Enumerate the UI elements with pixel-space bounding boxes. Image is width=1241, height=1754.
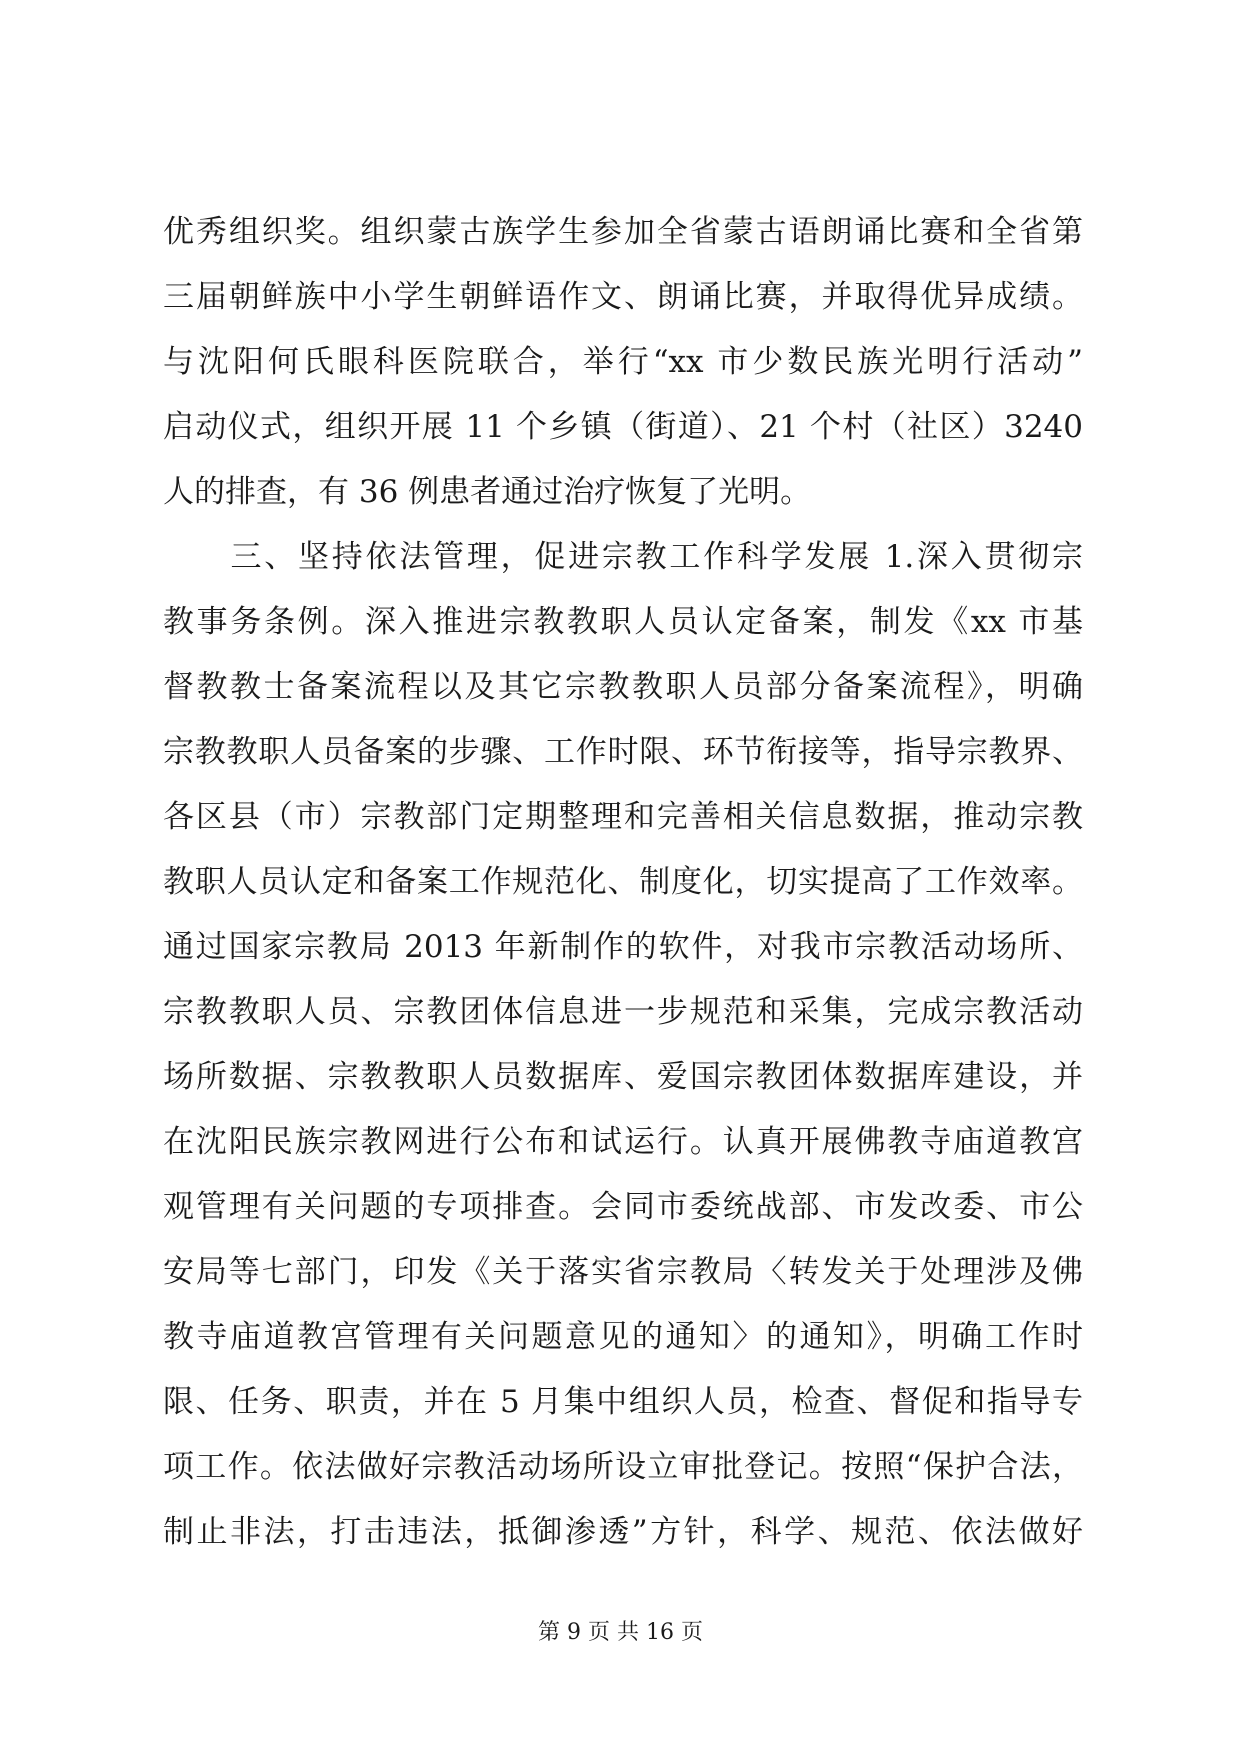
text-line: 启动仪式，组织开展 11 个乡镇（街道）、21 个村（社区）3240 — [163, 409, 1083, 445]
text-line: 教事务条例。深入推进宗教教职人员认定备案，制发《xx 市基 — [163, 604, 1083, 640]
text-line: 限、任务、职责，并在 5 月集中组织人员，检查、督促和指导专 — [163, 1384, 1083, 1420]
text-line: 通过国家宗教局 2013 年新制作的软件，对我市宗教活动场所、 — [163, 929, 1083, 965]
text-line: 教寺庙道教宫管理有关问题意见的通知〉的通知》，明确工作时 — [163, 1319, 1083, 1355]
text-line: 场所数据、宗教教职人员数据库、爱国宗教团体数据库建设，并 — [163, 1059, 1083, 1095]
text-line: 安局等七部门，印发《关于落实省宗教局〈转发关于处理涉及佛 — [163, 1254, 1083, 1290]
text-line: 督教教士备案流程以及其它宗教教职人员部分备案流程》，明确 — [163, 669, 1083, 705]
text-line: 三届朝鲜族中小学生朝鲜语作文、朗诵比赛，并取得优异成绩。 — [163, 279, 1083, 315]
text-line: 优秀组织奖。组织蒙古族学生参加全省蒙古语朗诵比赛和全省第 — [163, 214, 1083, 250]
page-footer: 第 9 页 共 16 页 — [538, 1620, 703, 1645]
body-text — [163, 200, 1083, 1565]
text-line: 宗教教职人员、宗教团体信息进一步规范和采集，完成宗教活动 — [163, 994, 1083, 1030]
text-line: 宗教教职人员备案的步骤、工作时限、环节衔接等，指导宗教界、 — [163, 734, 1083, 770]
text-line: 各区县（市）宗教部门定期整理和完善相关信息数据，推动宗教 — [163, 799, 1083, 835]
text-line: 三、坚持依法管理，促进宗教工作科学发展 1.深入贯彻宗 — [163, 539, 1083, 575]
text-line: 项工作。依法做好宗教活动场所设立审批登记。按照“保护合法， — [163, 1449, 1083, 1485]
text-line: 教职人员认定和备案工作规范化、制度化，切实提高了工作效率。 — [163, 864, 1083, 900]
text-line: 人的排查，有 36 例患者通过治疗恢复了光明。 — [163, 474, 812, 510]
text-line: 观管理有关问题的专项排查。会同市委统战部、市发改委、市公 — [163, 1189, 1083, 1225]
text-line: 制止非法，打击违法，抵御渗透”方针，科学、规范、依法做好 — [163, 1514, 1083, 1550]
text-line: 与沈阳何氏眼科医院联合，举行“xx 市少数民族光明行活动” — [163, 344, 1083, 380]
text-line: 在沈阳民族宗教网进行公布和试运行。认真开展佛教寺庙道教宫 — [163, 1124, 1083, 1160]
